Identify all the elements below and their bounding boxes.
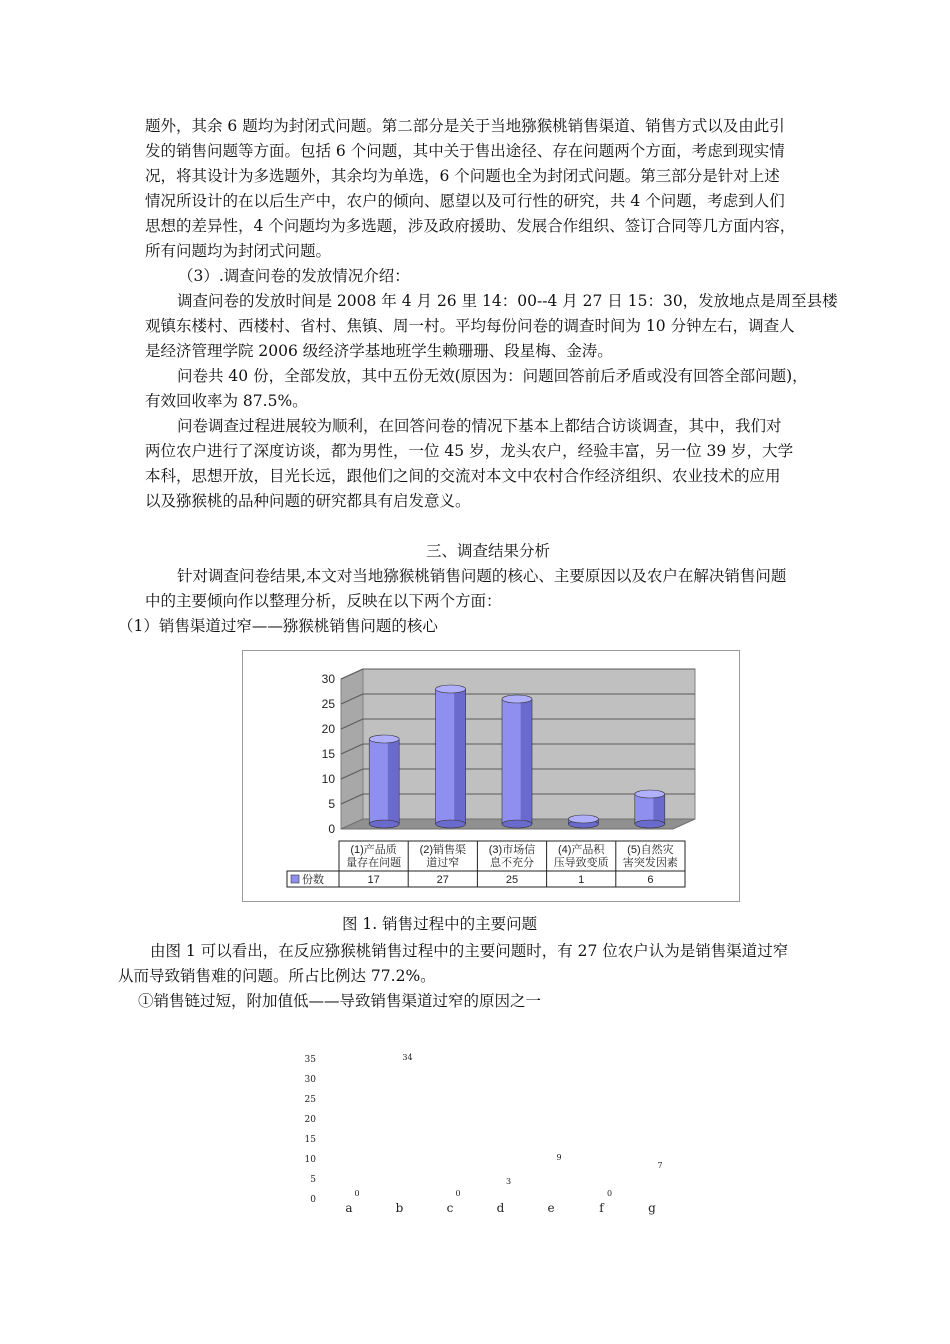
subheading-1: （1）销售渠道过窄——猕猴桃销售问题的核心 xyxy=(118,617,438,635)
text-line: 是经济管理学院 2006 级经济学基地班学生赖珊珊、段星梅、金涛。 xyxy=(145,342,613,360)
y-tick-label: 25 xyxy=(321,697,335,711)
bar xyxy=(369,735,399,828)
paragraph-5 xyxy=(145,564,835,614)
chart-2 xyxy=(300,1040,700,1220)
bar-top xyxy=(568,815,598,823)
bar-shade xyxy=(653,794,664,824)
text-line: 所有问题均为封闭式问题。 xyxy=(145,242,332,260)
y-tick-label: 30 xyxy=(321,672,335,686)
data-value-label: 0 xyxy=(354,1189,360,1198)
paragraph-4 xyxy=(145,414,835,514)
bar-base xyxy=(635,820,665,828)
text-line: 问卷共 40 份，全部发放，其中五份无效(原因为：问题回答前后矛盾或没有回答全部问题)， xyxy=(177,367,808,385)
bar-shade xyxy=(388,739,399,824)
bar xyxy=(502,695,532,828)
y-tick-label: 15 xyxy=(304,1135,316,1145)
bar-top xyxy=(635,790,665,798)
heading-3: （3）.调查问卷的发放情况介绍： xyxy=(178,267,410,285)
data-value-label: 0 xyxy=(455,1189,461,1198)
bar xyxy=(635,790,665,828)
text-line: 况，将其设计为多选题外，其余均为单选，6 个问题也全为封闭式问题。第三部分是针对上述 xyxy=(145,167,780,185)
x-category-label-line1: (3)市场信 xyxy=(488,844,536,856)
text-line: 中的主要倾向作以整理分析，反映在以下两个方面： xyxy=(145,592,502,610)
y-tick-label: 5 xyxy=(328,797,335,811)
bar-top xyxy=(436,685,466,693)
y-tick-label: 20 xyxy=(321,722,335,736)
data-value-label: 27 xyxy=(436,874,449,886)
y-tick-label: 25 xyxy=(304,1095,316,1105)
x-category-label: g xyxy=(648,1201,656,1215)
bar-top xyxy=(502,695,532,703)
text-line: 发的销售问题等方面。包括 6 个问题，其中关于售出途径、存在问题两个方面，考虑到现实情 xyxy=(145,142,785,160)
y-tick-label: 5 xyxy=(310,1175,316,1185)
x-category-label-line1: (4)产品积 xyxy=(557,844,605,856)
y-tick-label: 0 xyxy=(328,822,335,836)
text-line: 思想的差异性，4 个问题均为多选题，涉及政府援助、发展合作组织、签订合同等几方面内容， xyxy=(145,217,796,235)
x-category-label: a xyxy=(345,1201,353,1215)
text-line: 从而导致销售难的问题。所占比例达 77.2%。 xyxy=(118,967,436,985)
data-value-label: 7 xyxy=(657,1161,663,1170)
text-line: 调查问卷的发放时间是 2008 年 4 月 26 里 14：00--4 月 27 日 15：30，发放地点是周至县楼 xyxy=(177,292,838,310)
data-value-label: 3 xyxy=(505,1177,512,1186)
x-category-label-line1: (2)销售渠 xyxy=(419,844,467,856)
text-line: 由图 1 可以看出，在反应猕猴桃销售过程中的主要问题时，有 27 位农户认为是销售渠道过窄 xyxy=(150,942,789,960)
data-value-label: 9 xyxy=(556,1153,562,1162)
legend-label: 份数 xyxy=(302,874,324,886)
x-category-label-line2: 量存在问题 xyxy=(346,857,402,869)
subheading-2: ①销售链过短，附加值低——导致销售渠道过窄的原因之一 xyxy=(138,992,542,1010)
text-line: 有效回收率为 87.5%。 xyxy=(145,392,308,410)
data-value-label: 34 xyxy=(402,1053,413,1062)
x-category-label-line2: 压导致变质 xyxy=(553,857,609,869)
bar-base xyxy=(436,820,466,828)
data-value-label: 0 xyxy=(606,1189,613,1198)
bar-top xyxy=(369,735,399,743)
x-category-label: d xyxy=(496,1201,505,1215)
x-category-label-line2: 息不充分 xyxy=(490,857,534,869)
y-tick-label: 10 xyxy=(304,1155,316,1165)
data-value-label: 17 xyxy=(367,874,380,886)
y-tick-label: 20 xyxy=(304,1115,316,1125)
y-tick-label: 30 xyxy=(304,1075,316,1085)
section-title: 三、调查结果分析 xyxy=(426,542,551,560)
y-tick-label: 10 xyxy=(321,772,335,786)
paragraph-3 xyxy=(145,364,835,414)
paragraph-2 xyxy=(145,289,838,364)
bar-base xyxy=(502,820,532,828)
x-category-label: e xyxy=(547,1201,555,1215)
x-category-label: b xyxy=(395,1201,404,1215)
x-category-label: f xyxy=(599,1201,604,1215)
x-category-label-line2: 道过窄 xyxy=(426,857,460,869)
paragraph-6 xyxy=(118,939,838,989)
bar-shade xyxy=(454,689,465,824)
x-category-label-line2: 害突发因素 xyxy=(622,857,678,869)
bar xyxy=(436,685,466,828)
figure-1-caption: 图 1. 销售过程中的主要问题 xyxy=(342,915,538,933)
bar-base xyxy=(369,820,399,828)
y-tick-label: 35 xyxy=(304,1055,316,1065)
bar xyxy=(568,815,598,828)
x-category-label: c xyxy=(446,1201,454,1215)
chart-1-frame xyxy=(242,650,740,902)
x-category-label-line1: (5)自然灾 xyxy=(627,844,674,856)
paragraph-1 xyxy=(145,114,835,264)
legend-swatch xyxy=(291,875,299,883)
x-category-label-line1: (1)产品质 xyxy=(350,844,397,856)
text-line: 本科，思想开放，目光长远，跟他们之间的交流对本文中农村合作经济组织、农业技术的应用 xyxy=(145,467,781,485)
y-tick-label: 0 xyxy=(310,1195,316,1205)
text-line: 以及猕猴桃的品种问题的研究都具有启发意义。 xyxy=(145,492,471,510)
text-line: 两位农户进行了深度访谈，都为男性，一位 45 岁，龙头农户，经验丰富，另一位 39 岁，大学 xyxy=(145,442,794,460)
data-value-label: 25 xyxy=(505,874,519,886)
data-value-label: 1 xyxy=(578,874,585,886)
text-line: 情况所设计的在以后生产中，农户的倾向、愿望以及可行性的研究，共 4 个问题，考虑到人们 xyxy=(145,192,785,210)
text-line: 针对调查问卷结果,本文对当地猕猴桃销售问题的核心、主要原因以及农户在解决销售问题 xyxy=(177,567,787,585)
chart-1 xyxy=(243,651,739,901)
text-line: 问卷调查过程进展较为顺利，在回答问卷的情况下基本上都结合访谈调查，其中，我们对 xyxy=(177,417,782,435)
bar-shade xyxy=(521,699,532,824)
data-value-label: 6 xyxy=(647,874,654,886)
y-tick-label: 15 xyxy=(321,747,335,761)
text-line: 观镇东楼村、西楼村、省村、焦镇、周一村。平均每份问卷的调查时间为 10 分钟左右，调查人 xyxy=(145,317,795,335)
text-line: 题外，其余 6 题均为封闭式问题。第二部分是关于当地猕猴桃销售渠道、销售方式以及由此引 xyxy=(145,117,785,135)
